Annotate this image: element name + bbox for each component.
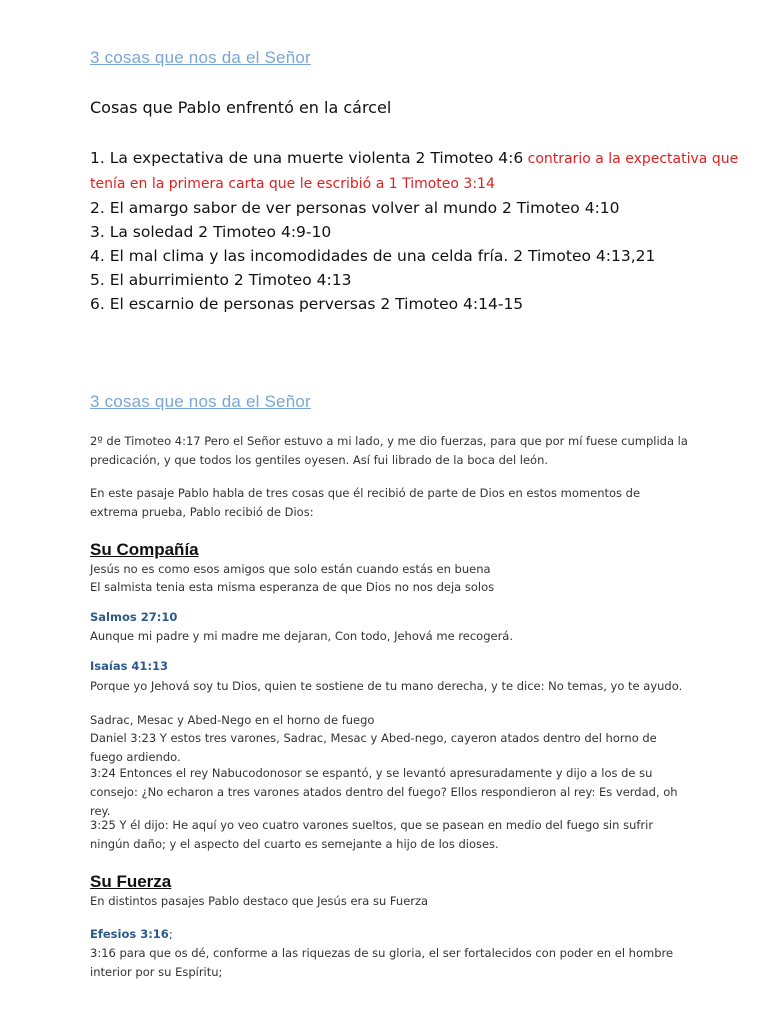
ref-salmos-text: Aunque mi padre y mi madre me dejaran, Con todo, Jehová me recogerá. [90, 629, 514, 643]
compania-line-1: Jesús no es como esos amigos que solo están cuando estás en buena [90, 562, 491, 576]
ref-efesios: Efesios 3:16 [90, 927, 169, 941]
list-item: 2. El amargo sabor de ver personas volver al mundo 2 Timoteo 4:10 [90, 199, 620, 217]
trials-list [90, 146, 740, 316]
subtitle: Cosas que Pablo enfrentó en la cárcel [90, 98, 392, 117]
list-item: 6. El escarnio de personas perversas 2 Timoteo 4:14-15 [90, 295, 524, 313]
section-title-1: 3 cosas que nos da el Señor [90, 48, 311, 67]
ref-salmos: Salmos 27:10 [90, 610, 178, 624]
daniel-3-23: Daniel 3:23 Y estos tres varones, Sadrac, Mesac y Abed-nego, cayeron atados dentro del horno de fuego ardiendo. [90, 731, 657, 764]
list-item: 5. El aburrimiento 2 Timoteo 4:13 [90, 271, 352, 289]
list-item: 3. La soledad 2 Timoteo 4:9-10 [90, 223, 332, 241]
daniel-3-25: 3:25 Y él dijo: He aquí yo veo cuatro varones sueltos, que se pasean en medio del fuego sin sufrir ningún daño; y el aspecto del cuarto es semejante a hijo de los dioses. [90, 818, 654, 851]
heading-su-compania: Su Compañía [90, 540, 199, 559]
compania-line-2: El salmista tenia esta misma esperanza de que Dios no nos deja solos [90, 580, 495, 594]
daniel-heading: Sadrac, Mesac y Abed-Nego en el horno de fuego [90, 713, 375, 727]
ref-isaias-text: Porque yo Jehová soy tu Dios, quien te sostiene de tu mano derecha, y te dice: No temas, yo te ayudo. [90, 679, 683, 693]
daniel-3-24: 3:24 Entonces el rey Nabucodonosor se espantó, y se levantó apresuradamente y dijo a los de su consejo: ¿No echaron a tres varones atados dentro del fuego? Ellos respondieron al rey: Es verdad, oh rey. [90, 766, 678, 818]
ref-efesios-text: 3:16 para que os dé, conforme a las riquezas de su gloria, el ser fortalecidos con poder en el hombre interior por su Espíritu; [90, 946, 674, 979]
list-item-note: contrario a la expectativa que tenía en la primera carta que le escribió a 1 Timoteo 3:14 [90, 151, 739, 192]
list-item-text: 1. La expectativa de una muerte violenta 2 Timoteo 4:6 [90, 149, 524, 167]
list-item [90, 146, 740, 196]
ref-efesios-line [90, 927, 690, 941]
heading-su-fuerza: Su Fuerza [90, 872, 172, 891]
list-item: 4. El mal clima y las incomodidades de una celda fría. 2 Timoteo 4:13,21 [90, 247, 656, 265]
verse-intro: 2º de Timoteo 4:17 Pero el Señor estuvo a mi lado, y me dio fuerzas, para que por mí fuese cumplida la predicación, y que todos los gentiles oyesen. Así fui librado de la boca del león. [90, 434, 688, 467]
fuerza-line-1: En distintos pasajes Pablo destaco que Jesús era su Fuerza [90, 894, 429, 908]
section-title-2: 3 cosas que nos da el Señor [90, 392, 311, 411]
intro-paragraph: En este pasaje Pablo habla de tres cosas que él recibió de parte de Dios en estos momentos de extrema prueba, Pablo recibió de Dios: [90, 486, 641, 519]
ref-efesios-suffix: ; [168, 927, 173, 941]
ref-isaias: Isaías 41:13 [90, 659, 169, 673]
